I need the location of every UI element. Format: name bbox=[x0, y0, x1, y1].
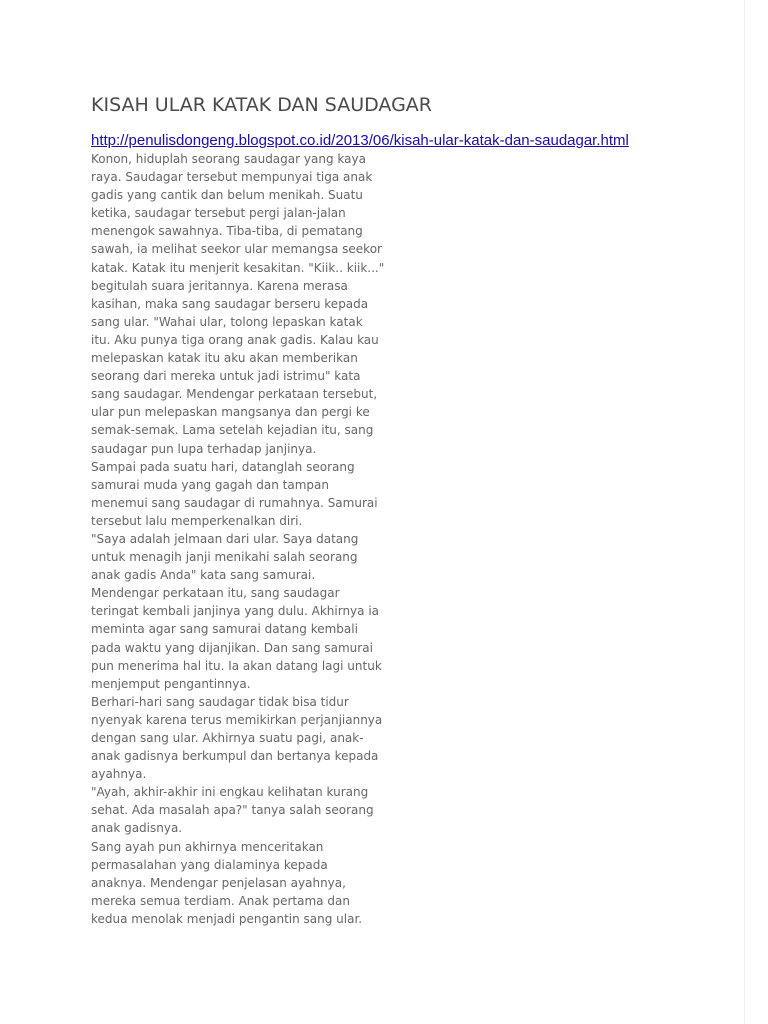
story-line: ayahnya. bbox=[91, 767, 147, 782]
story-body bbox=[91, 150, 421, 928]
story-line: anak gadisnya. bbox=[91, 821, 183, 836]
story-line: seorang dari mereka untuk jadi istrimu" kata bbox=[91, 369, 361, 384]
story-line: menemui sang saudagar di rumahnya. Samurai bbox=[91, 495, 378, 510]
story-line: untuk menagih janji menikahi salah seorang bbox=[91, 550, 358, 565]
story-line: raya. Saudagar tersebut mempunyai tiga anak bbox=[91, 170, 373, 185]
story-line: Konon, hiduplah seorang saudagar yang kaya bbox=[91, 152, 366, 166]
story-line: begitulah suara jeritannya. Karena merasa bbox=[91, 278, 348, 293]
story-line: saudagar pun lupa terhadap janjinya. bbox=[91, 441, 317, 456]
story-line: tersebut lalu memperkenalkan diri. bbox=[91, 513, 303, 528]
story-line: "Ayah, akhir-akhir ini engkau kelihatan kurang bbox=[91, 785, 369, 800]
story-line: Sampai pada suatu hari, datanglah seorang bbox=[91, 459, 355, 474]
document-title: KISAH ULAR KATAK DAN SAUDAGAR bbox=[91, 94, 432, 116]
story-line: anaknya. Mendengar penjelasan ayahnya, bbox=[91, 875, 346, 890]
story-line: sang ular. "Wahai ular, tolong lepaskan katak bbox=[91, 314, 363, 329]
story-line: pun menerima hal itu. Ia akan datang lagi untuk bbox=[91, 658, 382, 673]
story-line: Berhari-hari sang saudagar tidak bisa tidur bbox=[91, 694, 349, 709]
story-line: sawah, ia melihat seekor ular memangsa seekor bbox=[91, 242, 382, 257]
story-line: nyenyak karena terus memikirkan perjanjiannya bbox=[91, 712, 383, 727]
story-line: menjemput pengantinnya. bbox=[91, 676, 251, 691]
story-line: gadis yang cantik dan belum menikah. Suatu bbox=[91, 188, 363, 203]
story-line: meminta agar sang samurai datang kembali bbox=[91, 622, 358, 637]
story-line: katak. Katak itu menjerit kesakitan. "Kiik.. kiik..." bbox=[91, 260, 385, 275]
page-edge-divider bbox=[744, 0, 745, 1024]
story-line: samurai muda yang gagah dan tampan bbox=[91, 477, 329, 492]
story-line: ular pun melepaskan mangsanya dan pergi ke bbox=[91, 405, 370, 420]
source-link[interactable]: http://penulisdongeng.blogspot.co.id/2013/06/kisah-ular-katak-dan-saudagar.html bbox=[91, 132, 629, 149]
story-line: anak gadis Anda" kata sang samurai. bbox=[91, 568, 316, 583]
story-line: pada waktu yang dijanjikan. Dan sang samurai bbox=[91, 640, 373, 655]
story-line: mereka semua terdiam. Anak pertama dan bbox=[91, 893, 350, 908]
story-line: permasalahan yang dialaminya kepada bbox=[91, 857, 328, 872]
story-line: menengok sawahnya. Tiba-tiba, di pematang bbox=[91, 224, 363, 239]
story-line: teringat kembali janjinya yang dulu. Akhirnya ia bbox=[91, 604, 379, 619]
story-line: "Saya adalah jelmaan dari ular. Saya datang bbox=[91, 531, 359, 546]
story-line: sehat. Ada masalah apa?" tanya salah seorang bbox=[91, 803, 374, 818]
story-line: dengan sang ular. Akhirnya suatu pagi, anak- bbox=[91, 731, 364, 745]
story-line: melepaskan katak itu aku akan memberikan bbox=[91, 351, 358, 366]
story-line: ketika, saudagar tersebut pergi jalan-jalan bbox=[91, 206, 346, 221]
story-line: kedua menolak menjadi pengantin sang ular. bbox=[91, 911, 363, 926]
story-line: Sang ayah pun akhirnya menceritakan bbox=[91, 839, 324, 854]
story-line: anak gadisnya berkumpul dan bertanya kepada bbox=[91, 749, 379, 764]
story-line: semak-semak. Lama setelah kejadian itu, sang bbox=[91, 423, 374, 438]
story-line: kasihan, maka sang saudagar berseru kepada bbox=[91, 296, 369, 311]
story-line: sang saudagar. Mendengar perkataan tersebut, bbox=[91, 387, 378, 402]
story-line: Mendengar perkataan itu, sang saudagar bbox=[91, 586, 340, 601]
story-line: itu. Aku punya tiga orang anak gadis. Kalau kau bbox=[91, 332, 379, 347]
